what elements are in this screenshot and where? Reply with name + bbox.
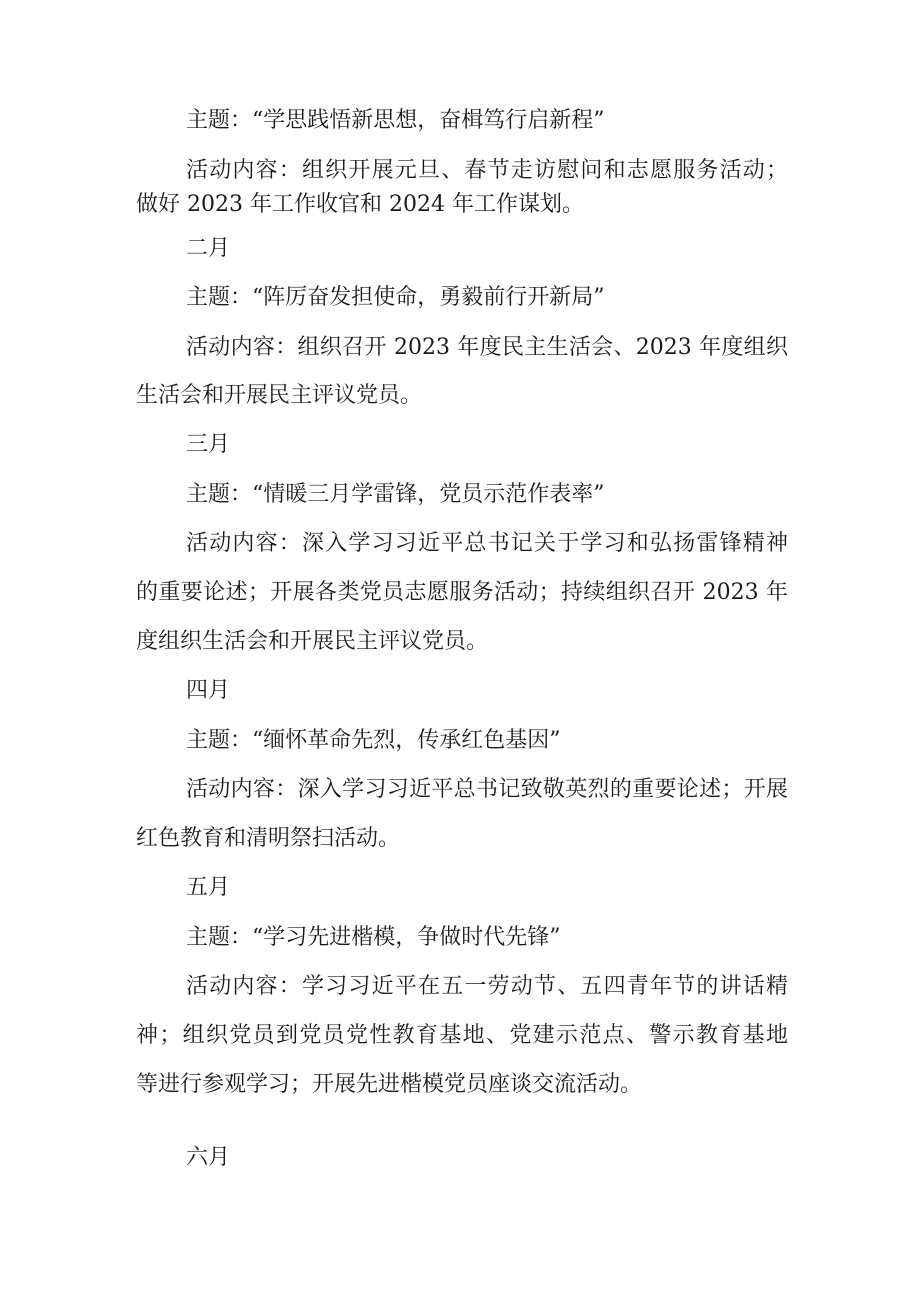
march-activity-line-3: 度组织生活会和开展民主评议党员。 — [136, 629, 489, 654]
may-activity-line-2: 神；组织党员到党员党性教育基地、党建示范点、警示教育基地 — [136, 1023, 788, 1048]
february-activity-line-2: 生活会和开展民主评议党员。 — [136, 383, 423, 408]
march-theme: 主题：“情暖三月学雷锋，党员示范作表率” — [186, 482, 605, 507]
april-heading: 四月 — [186, 678, 231, 703]
april-activity-line-1: 活动内容：深入学习习近平总书记致敬英烈的重要论述；开展 — [186, 777, 788, 802]
april-activity-line-2: 红色教育和清明祭扫活动。 — [136, 826, 401, 851]
march-activity-line-2: 的重要论述；开展各类党员志愿服务活动；持续组织召开 2023 年 — [136, 580, 788, 605]
may-activity-line-3: 等进行参观学习；开展先进楷模党员座谈交流活动。 — [136, 1072, 643, 1097]
march-activity-line-1: 活动内容：深入学习习近平总书记关于学习和弘扬雷锋精神 — [186, 531, 788, 556]
april-theme: 主题：“缅怀革命先烈，传承红色基因” — [186, 728, 561, 753]
may-theme: 主题：“学习先进楷模，争做时代先锋” — [186, 925, 561, 950]
march-heading: 三月 — [186, 432, 231, 457]
january-activity-line-2: 做好 2023 年工作收官和 2024 年工作谋划。 — [136, 192, 584, 217]
january-activity-line-1: 活动内容：组织开展元旦、春节走访慰问和志愿服务活动； — [186, 158, 788, 183]
may-activity-line-1: 活动内容：学习习近平在五一劳动节、五四青年节的讲话精 — [186, 974, 788, 999]
february-heading: 二月 — [186, 236, 231, 261]
february-theme: 主题：“阵厉奋发担使命，勇毅前行开新局” — [186, 285, 605, 310]
january-theme: 主题：“学思践悟新思想，奋楫笃行启新程” — [186, 108, 605, 133]
june-heading: 六月 — [186, 1145, 231, 1170]
may-heading: 五月 — [186, 875, 231, 900]
february-activity-line-1: 活动内容：组织召开 2023 年度民主生活会、2023 年度组织 — [186, 335, 788, 360]
